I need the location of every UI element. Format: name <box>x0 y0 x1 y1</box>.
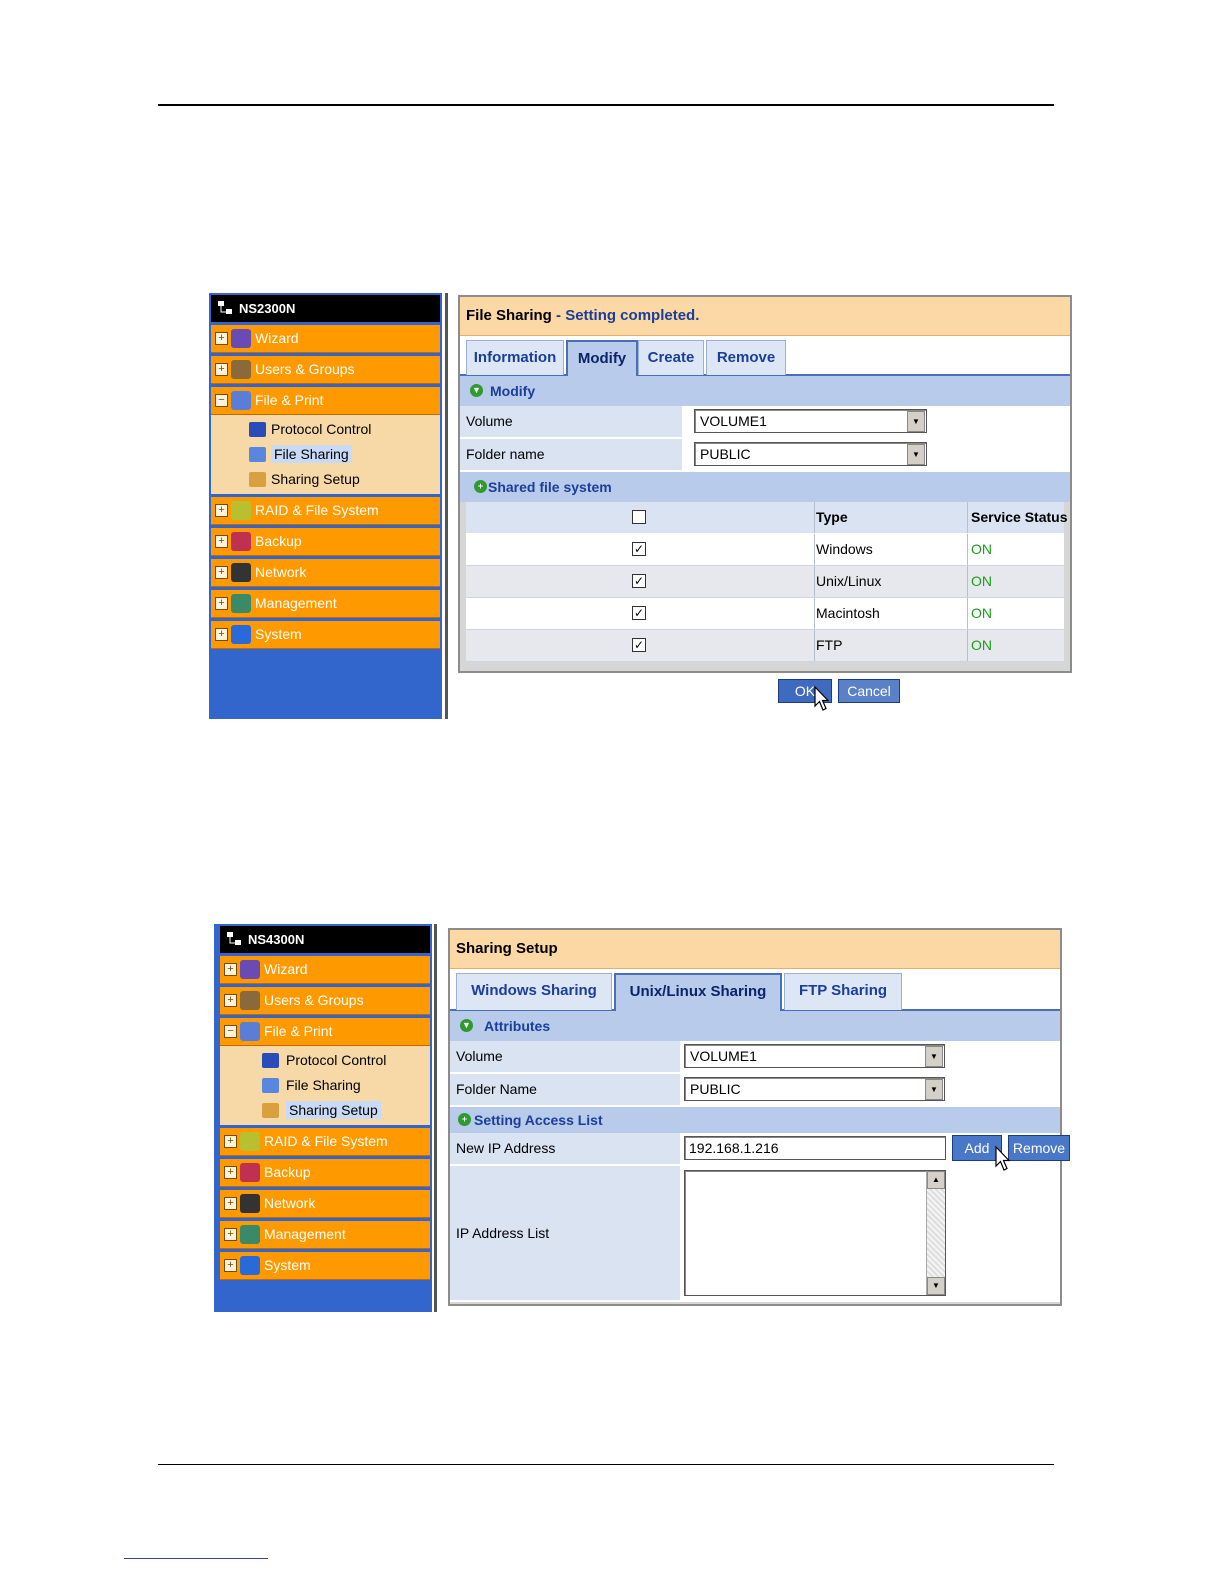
section-access-list: + Setting Access List <box>450 1107 1060 1133</box>
col-type-header: Type <box>816 509 848 525</box>
col-divider <box>967 566 968 597</box>
expand-icon[interactable]: + <box>215 597 228 610</box>
dropdown-arrow-icon[interactable]: ▼ <box>925 1079 943 1100</box>
device-name: NS4300N <box>248 932 305 947</box>
row-checkbox[interactable]: ✓ <box>633 638 645 652</box>
expand-icon[interactable]: + <box>224 1228 237 1241</box>
nav-item-sharing-setup[interactable]: Sharing Setup <box>211 467 440 492</box>
wizard-icon <box>231 329 251 348</box>
expand-icon[interactable]: + <box>224 1135 237 1148</box>
tab-bar <box>460 336 1070 376</box>
row-status: ON <box>971 573 992 589</box>
collapse-icon[interactable]: − <box>224 1025 237 1038</box>
nav-group-backup[interactable]: + Backup <box>220 1159 430 1187</box>
network-icon <box>231 563 251 582</box>
dropdown-arrow-icon[interactable]: ▼ <box>907 444 925 465</box>
collapse-circle-icon[interactable]: ▼ <box>460 1019 473 1032</box>
folder-select[interactable]: PUBLIC ▼ <box>694 442 927 466</box>
nav-sub-list <box>220 1046 430 1125</box>
folder-label: Folder Name <box>456 1081 537 1097</box>
tab-remove[interactable]: Remove <box>706 340 786 375</box>
expand-icon[interactable]: + <box>224 994 237 1007</box>
row-checkbox[interactable]: ✓ <box>633 542 645 556</box>
table-row <box>466 630 1064 662</box>
backup-icon <box>231 532 251 551</box>
nav-group-wizard[interactable]: + Wizard <box>220 956 430 984</box>
management-icon <box>231 594 251 613</box>
nav-group-raid[interactable]: + RAID & File System <box>220 1128 430 1156</box>
nav-item-sharing-setup[interactable]: Sharing Setup <box>220 1098 430 1123</box>
new-ip-row <box>450 1133 1066 1166</box>
volume-cell <box>682 406 1070 437</box>
expand-icon[interactable]: + <box>224 1197 237 1210</box>
table-row <box>466 598 1064 630</box>
nav-group-file-print[interactable]: − File & Print <box>211 387 440 415</box>
ok-button[interactable]: OK <box>778 679 832 703</box>
ip-list-row <box>450 1166 1060 1302</box>
collapse-icon[interactable]: − <box>215 394 228 407</box>
table-row <box>466 566 1064 598</box>
row-status: ON <box>971 605 992 621</box>
volume-cell <box>680 1041 1060 1072</box>
expand-icon[interactable]: + <box>215 332 228 345</box>
folder-row <box>460 439 1070 472</box>
select-all-checkbox[interactable] <box>632 510 646 524</box>
header-rule <box>158 104 1054 106</box>
users-icon <box>231 360 251 379</box>
nav-item-file-sharing[interactable]: File Sharing <box>211 442 440 467</box>
dropdown-arrow-icon[interactable]: ▼ <box>907 411 925 432</box>
row-type: FTP <box>816 637 843 653</box>
device-name: NS2300N <box>239 301 296 316</box>
folder-cell <box>680 1074 1060 1105</box>
expand-icon[interactable]: + <box>224 963 237 976</box>
row-type: Macintosh <box>816 605 880 621</box>
section-attributes: ▼ Attributes <box>450 1011 1060 1041</box>
folder-icon <box>249 447 266 462</box>
panel-title: File Sharing <box>466 307 552 324</box>
device-title <box>220 926 430 953</box>
new-ip-label: New IP Address <box>456 1140 556 1156</box>
tab-information[interactable]: Information <box>466 340 564 375</box>
status-message: - Setting completed. <box>551 307 700 324</box>
expand-circle-icon[interactable]: + <box>458 1113 471 1126</box>
cancel-button[interactable]: Cancel <box>838 679 900 703</box>
table-header <box>466 502 1068 534</box>
col-divider <box>967 598 968 629</box>
volume-select[interactable]: VOLUME1 ▼ <box>694 409 927 433</box>
frame-divider <box>445 293 448 719</box>
nav-group-backup[interactable]: + Backup <box>211 528 440 556</box>
nav-tree <box>214 924 432 1312</box>
col-divider <box>814 502 815 533</box>
nav-group-raid[interactable]: + RAID & File System <box>211 497 440 525</box>
folder-icon <box>262 1078 279 1093</box>
list-scrollbar[interactable] <box>926 1171 945 1295</box>
volume-row <box>460 406 1070 439</box>
nav-group-wizard[interactable]: + Wizard <box>211 325 440 353</box>
nav-group-file-print[interactable]: − File & Print <box>220 1018 430 1046</box>
computer-icon <box>231 625 251 644</box>
section-shared-file-system: + Shared file system <box>460 472 1070 502</box>
nav-group-management[interactable]: + Management <box>220 1221 430 1249</box>
users-icon <box>240 991 260 1010</box>
tab-unix-linux-sharing[interactable]: Unix/Linux Sharing <box>614 973 782 1013</box>
nav-group-system[interactable]: + System <box>211 621 440 649</box>
dropdown-arrow-icon[interactable]: ▼ <box>925 1046 943 1067</box>
col-divider <box>967 534 968 565</box>
nav-item-file-sharing[interactable]: File Sharing <box>220 1073 430 1098</box>
scroll-down-icon[interactable]: ▼ <box>927 1277 945 1295</box>
expand-icon[interactable]: + <box>215 628 228 641</box>
folder-select[interactable]: PUBLIC ▼ <box>684 1077 945 1101</box>
network-icon <box>240 1194 260 1213</box>
file-sharing-panel <box>458 295 1072 673</box>
collapse-circle-icon[interactable]: ▼ <box>470 384 483 397</box>
folder-printer-icon <box>240 1022 260 1041</box>
computer-icon <box>240 1256 260 1275</box>
volume-select[interactable]: VOLUME1 ▼ <box>684 1044 945 1068</box>
col-divider <box>814 566 815 597</box>
expand-circle-icon[interactable]: + <box>474 480 487 493</box>
tab-windows-sharing[interactable]: Windows Sharing <box>456 973 612 1010</box>
ip-list-label: IP Address List <box>456 1225 550 1241</box>
panel-header <box>450 930 1060 969</box>
tab-ftp-sharing[interactable]: FTP Sharing <box>784 973 902 1010</box>
nav-group-network[interactable]: + Network <box>211 559 440 587</box>
new-ip-input[interactable]: 192.168.1.216 <box>684 1136 946 1160</box>
col-divider <box>967 630 968 661</box>
wizard-icon <box>240 960 260 979</box>
footer-rule <box>158 1464 1054 1465</box>
nav-tree <box>209 293 442 719</box>
row-checkbox[interactable]: ✓ <box>633 606 645 620</box>
nav-group-network[interactable]: + Network <box>220 1190 430 1218</box>
folder-cell <box>682 439 1070 470</box>
nav-group-users-groups[interactable]: + Users & Groups <box>211 356 440 384</box>
nav-sub-list <box>211 415 440 494</box>
col-divider <box>814 630 815 661</box>
ip-address-list[interactable] <box>684 1170 946 1296</box>
expand-icon[interactable]: + <box>224 1259 237 1272</box>
tab-create[interactable]: Create <box>638 340 704 375</box>
volume-row <box>450 1041 1060 1074</box>
folder-printer-icon <box>231 391 251 410</box>
expand-icon[interactable]: + <box>224 1166 237 1179</box>
screenshot-sharing-setup <box>214 924 1066 1312</box>
backup-icon <box>240 1163 260 1182</box>
monitor-icon <box>249 422 266 437</box>
management-icon <box>240 1225 260 1244</box>
mouse-cursor-icon <box>814 686 830 712</box>
row-type: Unix/Linux <box>816 573 882 589</box>
folder-row <box>450 1074 1060 1107</box>
expand-icon[interactable]: + <box>215 566 228 579</box>
raid-icon <box>240 1132 260 1151</box>
nav-group-system[interactable]: + System <box>220 1252 430 1280</box>
row-type: Windows <box>816 541 873 557</box>
mouse-cursor-icon <box>995 1146 1011 1172</box>
panel-title: Sharing Setup <box>456 940 558 957</box>
row-status: ON <box>971 637 992 653</box>
frame-divider <box>434 924 437 1312</box>
monitor-icon <box>262 1053 279 1068</box>
expand-icon[interactable]: + <box>215 535 228 548</box>
footnote-rule <box>124 1558 268 1559</box>
sharing-icon <box>262 1103 279 1118</box>
remove-button[interactable]: Remove <box>1008 1135 1070 1161</box>
tab-modify[interactable]: Modify <box>566 340 638 378</box>
device-title <box>211 295 440 322</box>
col-divider <box>814 534 815 565</box>
table-row <box>466 534 1064 566</box>
row-status: ON <box>971 541 992 557</box>
tab-bar <box>450 969 1060 1011</box>
folder-label: Folder name <box>466 446 545 462</box>
col-status-header: Service Status <box>971 509 1068 525</box>
volume-label: Volume <box>456 1048 503 1064</box>
ip-list-cell <box>680 1166 1060 1300</box>
shared-fs-table <box>466 502 1068 662</box>
col-divider <box>967 502 968 533</box>
sharing-icon <box>249 472 266 487</box>
col-divider <box>814 598 815 629</box>
sharing-setup-panel <box>448 928 1066 1306</box>
scroll-up-icon[interactable]: ▲ <box>927 1171 945 1189</box>
network-icon <box>226 931 242 947</box>
volume-label: Volume <box>466 413 513 429</box>
add-button[interactable]: Add <box>952 1135 1002 1161</box>
nav-item-protocol-control[interactable]: Protocol Control <box>220 1048 430 1073</box>
expand-icon[interactable]: + <box>215 504 228 517</box>
panel-header <box>460 297 1070 336</box>
section-modify: ▼ Modify <box>460 376 1070 406</box>
expand-icon[interactable]: + <box>215 363 228 376</box>
screenshot-file-sharing <box>209 293 1068 719</box>
nav-item-protocol-control[interactable]: Protocol Control <box>211 417 440 442</box>
row-checkbox[interactable]: ✓ <box>633 574 645 588</box>
nav-group-users-groups[interactable]: + Users & Groups <box>220 987 430 1015</box>
nav-group-management[interactable]: + Management <box>211 590 440 618</box>
raid-icon <box>231 501 251 520</box>
network-icon <box>217 300 233 316</box>
